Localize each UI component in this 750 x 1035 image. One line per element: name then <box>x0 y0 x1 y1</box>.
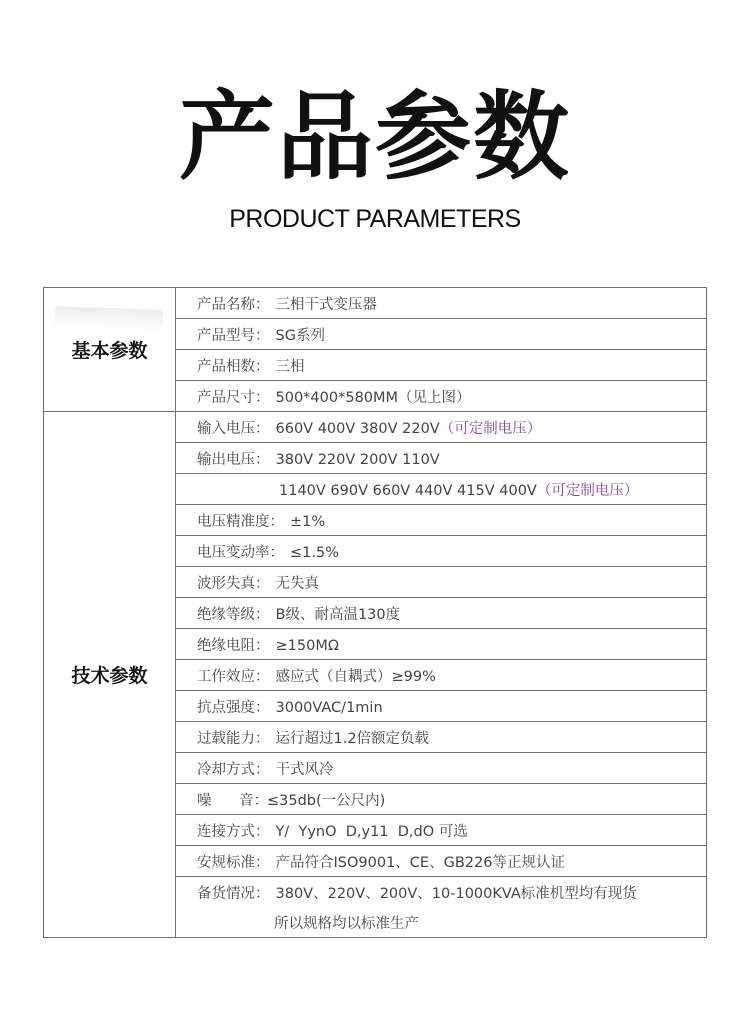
section-title-tech: 技术参数 <box>44 412 176 938</box>
row-label: 电压精准度： <box>197 513 284 530</box>
row-label: 产品型号： <box>197 327 270 344</box>
row-label: 安规标准： <box>197 854 270 871</box>
page-subtitle: PRODUCT PARAMETERS <box>229 205 521 233</box>
section-title-basic: 基本参数 <box>44 288 176 412</box>
row-value: 干式风冷 <box>275 761 334 778</box>
smudge-mark <box>55 306 163 332</box>
row-value: 380V、220V、200V、10-1000KVA标准机型均有现货 <box>275 885 637 902</box>
row-label: 产品尺寸： <box>197 389 270 406</box>
row-value: ±1% <box>290 513 326 530</box>
row-label: 绝缘等级： <box>197 606 270 623</box>
row-value: 所以规格均以标准生产 <box>274 915 419 932</box>
row-value: 660V 400V 380V 220V <box>275 420 440 437</box>
row-label: 冷却方式： <box>197 761 270 778</box>
row-value: 感应式（自耦式）≥99% <box>275 668 436 685</box>
row-value: 产品符合ISO9001、CE、GB226等正规认证 <box>275 854 565 871</box>
row-label: 绝缘电阻： <box>197 637 270 654</box>
row-label: 抗点强度： <box>197 699 270 716</box>
row-value: 3000VAC/1min <box>275 699 383 716</box>
row-value: 无失真 <box>275 575 319 592</box>
row-value: SG系列 <box>275 327 325 344</box>
row-label: 输入电压： <box>197 420 270 437</box>
row-label: 产品名称： <box>197 296 270 313</box>
row-label: 波形失真： <box>197 575 270 592</box>
row-label: 工作效应： <box>197 668 270 685</box>
row-value: 380V 220V 200V 110V <box>275 451 440 468</box>
row-value: 三相干式变压器 <box>275 296 377 313</box>
row-label: 连接方式： <box>197 823 270 840</box>
row-label: 产品相数： <box>197 358 270 375</box>
parameter-table <box>43 287 707 938</box>
row-label: 备货情况： <box>197 885 270 902</box>
row-value: Y/ YynO D,y11 D,dO 可选 <box>275 823 468 840</box>
row-value: 500*400*580MM（见上图） <box>275 389 471 406</box>
row-value: ≤35db(一公尺内) <box>267 792 386 809</box>
custom-voltage-note: （可定制电压） <box>439 420 542 437</box>
page-title: 产品参数 <box>179 81 571 193</box>
row-label: 噪 音： <box>197 792 269 809</box>
row-label: 电压变动率： <box>197 544 284 561</box>
row-value: 运行超过1.2倍额定负载 <box>275 730 430 747</box>
row-label: 过载能力： <box>197 730 270 747</box>
custom-voltage-note: （可定制电压） <box>536 482 639 499</box>
row-label: 输出电压： <box>197 451 270 468</box>
row-value: ≥150MΩ <box>275 637 339 654</box>
row-value: 1140V 690V 660V 440V 415V 400V <box>279 482 537 499</box>
row-value: ≤1.5% <box>290 544 339 561</box>
row-value: B级、耐高温130度 <box>275 606 401 623</box>
table-row <box>44 412 707 443</box>
row-value: 三相 <box>275 358 305 375</box>
